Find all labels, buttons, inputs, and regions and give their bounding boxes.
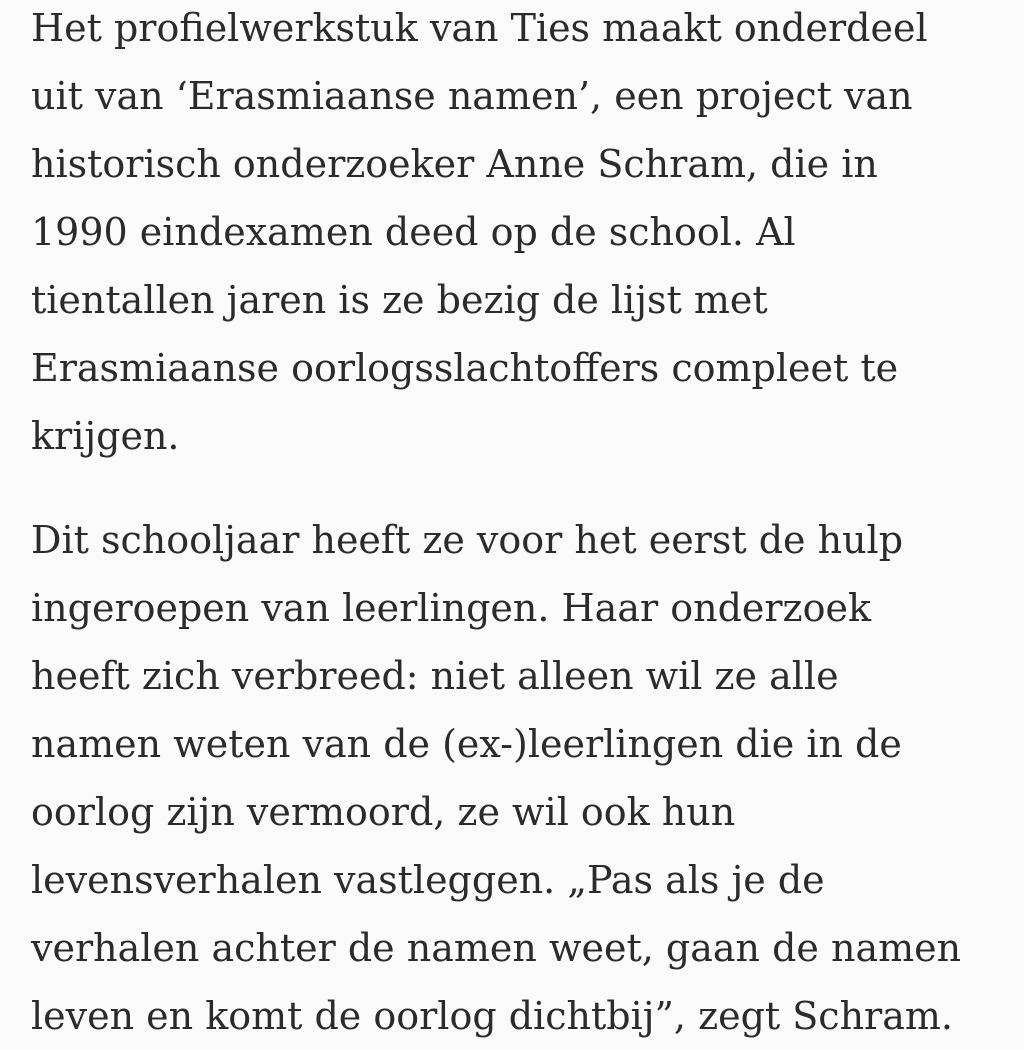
article-body (31, 0, 1011, 1050)
text-line: namen weten van de (ex-)leerlingen die in de (31, 722, 902, 766)
paragraph-1 (31, 0, 1011, 470)
text-line: levensverhalen vastleggen. „Pas als je de (31, 858, 825, 902)
text-line: Erasmiaanse oorlogsslachtoffers compleet te (31, 346, 899, 390)
text-line: tientallen jaren is ze bezig de lijst met (31, 278, 768, 322)
text-line: krijgen. (31, 414, 180, 458)
text-line: ingeroepen van leerlingen. Haar onderzoek (31, 586, 871, 630)
text-line: verhalen achter de namen weet, gaan de namen (31, 926, 962, 970)
text-line: leven en komt de oorlog dichtbij”, zegt Schram. (31, 994, 953, 1038)
text-line: Het profielwerkstuk van Ties maakt onderdeel (31, 6, 928, 50)
text-line: uit van ‘Erasmiaanse namen’, een project van (31, 74, 913, 118)
text-line: Dit schooljaar heeft ze voor het eerst de hulp (31, 518, 904, 562)
text-line: oorlog zijn vermoord, ze wil ook hun (31, 790, 736, 834)
text-line: historisch onderzoeker Anne Schram, die in (31, 142, 878, 186)
text-line: heeft zich verbreed: niet alleen wil ze alle (31, 654, 839, 698)
text-line: 1990 eindexamen deed op de school. Al (31, 210, 796, 254)
paragraph-2 (31, 506, 1011, 1050)
